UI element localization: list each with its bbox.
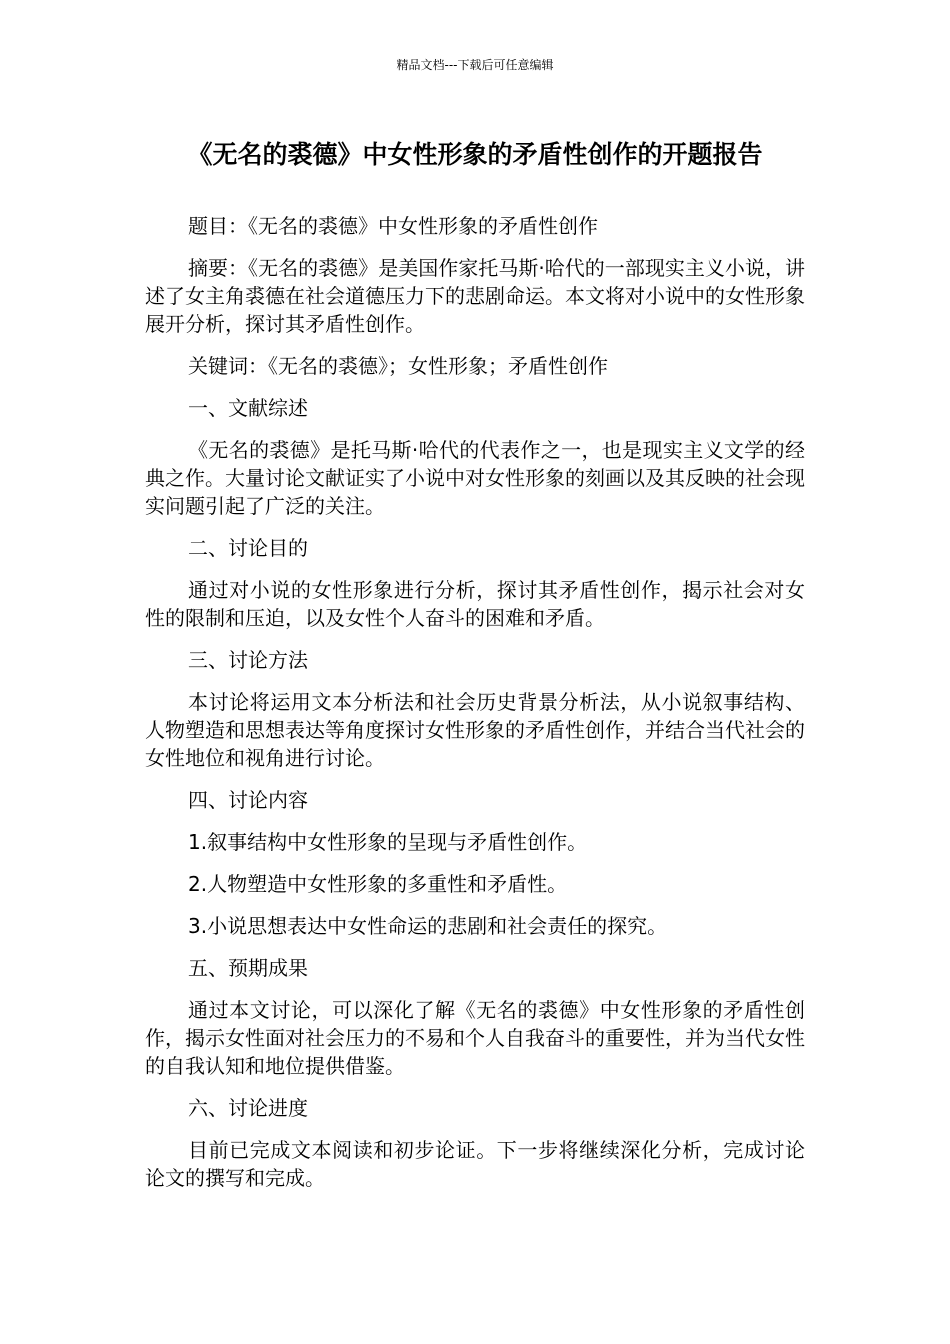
- section-heading-expected-results: 五、预期成果: [188, 956, 308, 980]
- abstract-paragraph: 摘要：《无名的裘德》是美国作家托马斯·哈代的一部现实主义小说，讲述了女主角裘德在社会道德压力下的悲剧命运。本文将对小说中的女性形象展开分析，探讨其矛盾性创作。: [145, 256, 805, 336]
- document-body: [145, 212, 805, 1206]
- section-heading-method: 三、讨论方法: [188, 648, 308, 672]
- page-header: 精品文档---下载后可任意编辑: [396, 58, 554, 72]
- expected-results-paragraph: 通过本文讨论，可以深化了解《无名的裘德》中女性形象的矛盾性创作，揭示女性面对社会压力的不易和个人自我奋斗的重要性，并为当代女性的自我认知和地位提供借鉴。: [145, 998, 805, 1078]
- content-item-3: 3.小说思想表达中女性命运的悲剧和社会责任的探究。: [188, 914, 668, 938]
- purpose-paragraph: 通过对小说的女性形象进行分析，探讨其矛盾性创作，揭示社会对女性的限制和压迫，以及女性个人奋斗的困难和矛盾。: [145, 578, 805, 630]
- keywords-paragraph: 关键词：《无名的裘德》；女性形象；矛盾性创作: [188, 354, 608, 378]
- section-heading-progress: 六、讨论进度: [188, 1096, 308, 1120]
- progress-paragraph: 目前已完成文本阅读和初步论证。下一步将继续深化分析，完成讨论论文的撰写和完成。: [145, 1138, 805, 1190]
- section-heading-purpose: 二、讨论目的: [188, 536, 308, 560]
- literature-review-paragraph: 《无名的裘德》是托马斯·哈代的代表作之一，也是现实主义文学的经典之作。大量讨论文献证实了小说中对女性形象的刻画以及其反映的社会现实问题引起了广泛的关注。: [145, 438, 805, 518]
- content-item-2: 2.人物塑造中女性形象的多重性和矛盾性。: [188, 872, 568, 896]
- topic-paragraph: 题目：《无名的裘德》中女性形象的矛盾性创作: [188, 214, 598, 238]
- section-heading-literature-review: 一、文献综述: [188, 396, 308, 420]
- method-paragraph: 本讨论将运用文本分析法和社会历史背景分析法，从小说叙事结构、人物塑造和思想表达等角度探讨女性形象的矛盾性创作，并结合当代社会的女性地位和视角进行讨论。: [145, 690, 805, 770]
- document-title: 《无名的裘德》中女性形象的矛盾性创作的开题报告: [187, 140, 763, 169]
- content-item-1: 1.叙事结构中女性形象的呈现与矛盾性创作。: [188, 830, 588, 854]
- section-heading-content: 四、讨论内容: [188, 788, 308, 812]
